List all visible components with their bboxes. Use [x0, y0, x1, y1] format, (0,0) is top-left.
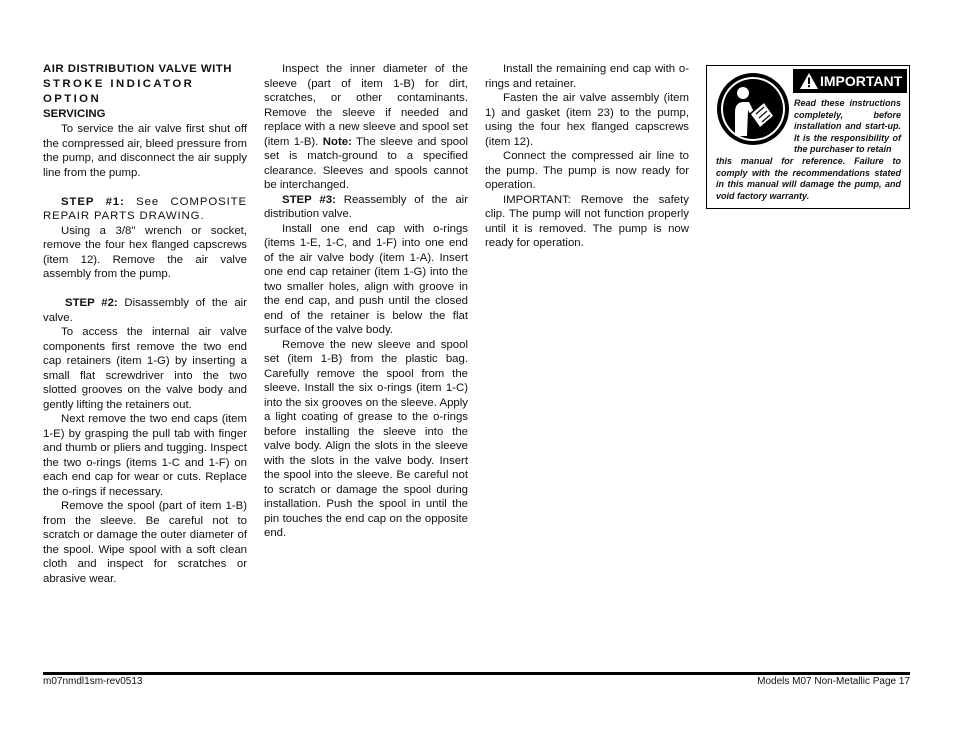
step-3-label: STEP #3:: [282, 193, 336, 206]
sleeve-text: Inspect the inner diameter of the sleeve (part of item 1-B) for dirt, scratches, or other contaminants. Remove the sleeve if needed and replace with a new sleeve and spool set (item 1-B).: [264, 63, 468, 148]
intro-paragraph: To service the air valve first shut off the compressed air, bleed pressure from the pump, and disconnect the air supply line from the pump.: [43, 123, 247, 179]
step-2-label: STEP #2:: [65, 297, 118, 309]
warning-icon: [800, 73, 818, 89]
important-label: IMPORTANT: [820, 73, 903, 89]
heading-line-2: STROKE INDICATOR OPTION: [43, 78, 195, 105]
new-sleeve-paragraph: Remove the new sleeve and spool set (item 1-B) from the plastic bag. Carefully remove the spool from the sleeve. Install the six o-rings (item 1-C) into the six grooves on the sleeve. Apply a light coating of grease to the o-rings before installing the sleeve into the valve body. Align the slots in the sleeve with the slots in the valve body. Insert the spool into the sleeve. Be careful not to scratch or damage the spool during installation. Push the spool in until the pin touches the end cap on the opposite end.: [264, 338, 468, 539]
section-heading: [43, 62, 247, 122]
end-caps-paragraph: Next remove the two end caps (item 1-E) by grasping the pull tab with finger and thumb or pliers and tugging. Inspect the two o-rings (items 1-C and 1-F) on each end cap for wear or cuts. Replace the o-rings if necessary.: [43, 413, 247, 498]
important-notice-box: [706, 65, 910, 209]
safety-clip-paragraph: IMPORTANT: Remove the safety clip. The pump will not function properly until it is removed. The pump is now ready for operation.: [485, 193, 689, 249]
step-2-text: Disassembly of the air valve.: [43, 297, 247, 324]
fasten-paragraph: Fasten the air valve assembly (item 1) and gasket (item 23) to the pump, using the four hex flanged capscrews (item 12).: [485, 92, 689, 148]
step-2-paragraph: [43, 296, 247, 325]
column-2: [264, 62, 468, 541]
read-manual-icon: [716, 72, 790, 146]
footer-rule: [43, 672, 910, 675]
document-code: m07nmdl1sm-rev0513: [43, 676, 143, 687]
heading-line-3: SERVICING: [43, 108, 106, 120]
notice-text-right: Read these instructions completely, before installation and start-up. It is the responsibility of the purchaser to retain: [794, 98, 901, 154]
column-1: [43, 62, 247, 586]
step-1-text: See COMPOSITE REPAIR PARTS DRAWING.: [43, 195, 247, 222]
important-banner: [793, 69, 907, 93]
step-1-paragraph: [43, 195, 247, 224]
sleeve-paragraph: [264, 62, 468, 193]
page-label: Models M07 Non-Metallic Page 17: [757, 676, 910, 687]
remaining-cap-paragraph: Install the remaining end cap with o-rings and retainer.: [485, 63, 689, 90]
note-label: Note:: [322, 135, 352, 148]
end-cap-install-paragraph: Install one end cap with o-rings (items 1-E, 1-C, and 1-F) into one end of the air valve body (item 1-A). Insert one end cap retainer (item 1-G) into the two smaller holes, align with groove in the end cap, and push until the closed end of the retainer is below the flat surface of the valve body.: [264, 222, 468, 336]
connect-air-paragraph: Connect the compressed air line to the pump. The pump is now ready for operation.: [485, 150, 689, 191]
notice-text-bottom: this manual for reference. Failure to comply with the recommendations stated in this manual will damage the pump, and void factory warranty.: [716, 156, 901, 201]
step-3-paragraph: [264, 193, 468, 222]
spool-paragraph: Remove the spool (part of item 1-B) from the sleeve. Be careful not to scratch or damage the outer diameter of the spool. Wipe spool with a soft clean cloth and inspect for scratches or abrasive wear.: [43, 500, 247, 585]
wrench-paragraph: Using a 3/8" wrench or socket, remove the four hex flanged capscrews (item 12). Remove the air valve assembly from the pump.: [43, 224, 247, 280]
step-1-label: STEP #1:: [61, 195, 125, 208]
note-text: The sleeve and spool set is match-ground to a specified clearance. Sleeves and spools cannot be interchanged.: [264, 135, 468, 191]
column-3: [485, 62, 689, 251]
step-3-text: Reassembly of the air distribution valve.: [264, 193, 468, 220]
retainers-paragraph: To access the internal air valve components first remove the two end cap retainers (item 1-G) by inserting a small flat screwdriver into the two slotted grooves on the valve body and gently lifting the retainers out.: [43, 326, 247, 411]
heading-line-1: AIR DISTRIBUTION VALVE WITH: [43, 63, 232, 75]
